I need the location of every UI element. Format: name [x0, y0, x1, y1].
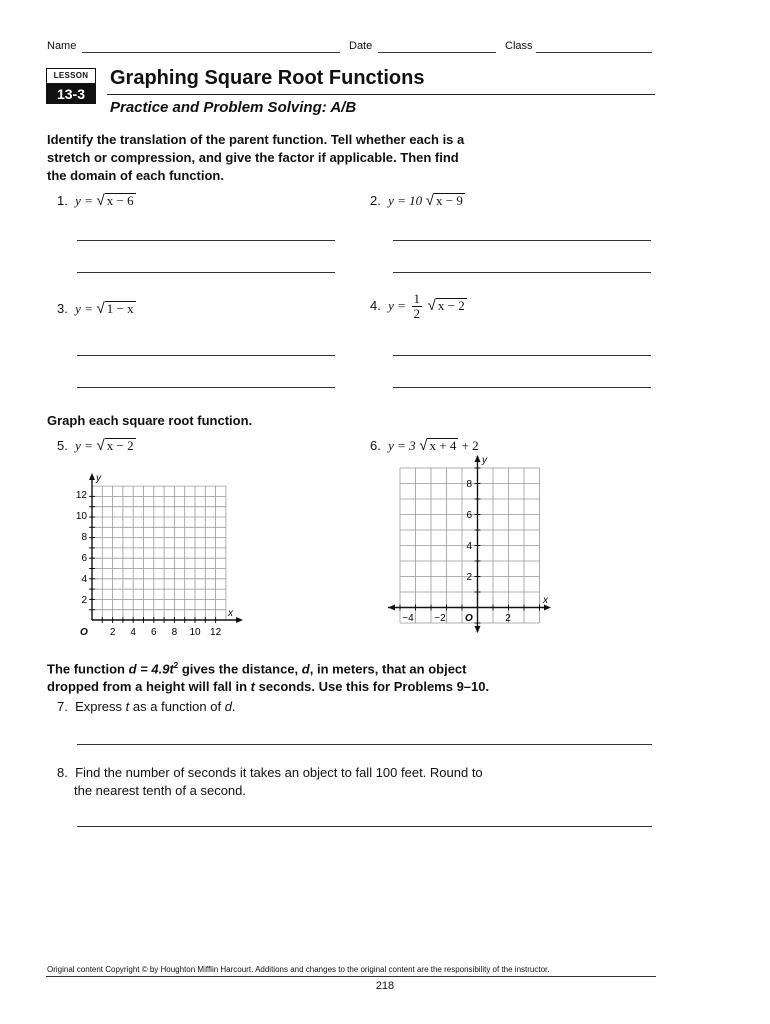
answer-line-1b[interactable] — [77, 272, 335, 273]
answer-line-7[interactable] — [77, 744, 652, 745]
problem-1: 1. y = √ x − 6 — [57, 192, 134, 209]
radicand: x − 2 — [437, 297, 465, 313]
y-axis-arrow-up — [475, 455, 481, 462]
answer-line-3b[interactable] — [77, 387, 335, 388]
x-tick-label: 6 — [151, 627, 157, 638]
copyright-notice: Original content Copyright © by Houghton Mifflin Harcourt. Additions and changes to the original content are the responsibility of the instructor. — [47, 965, 550, 974]
graph-6[interactable] — [386, 452, 552, 634]
x-tick-label: 8 — [171, 627, 178, 638]
radicand: x − 9 — [435, 193, 463, 208]
y-axis-arrow — [89, 473, 95, 480]
x-tick-label: 10 — [189, 627, 201, 638]
y-tick-label: 10 — [75, 511, 87, 522]
y-tick-label: 12 — [75, 490, 87, 501]
x-tick-label: 2 — [109, 627, 116, 638]
y-axis-label: y — [96, 473, 101, 484]
radicand: 1 − x — [106, 301, 134, 316]
grid — [92, 486, 226, 620]
x-axis-label: x — [228, 608, 233, 619]
lesson-number: 13-3 — [46, 84, 96, 104]
fraction: $\frac{1}{2}$ — [413, 291, 420, 321]
radicand: x − 2 — [106, 438, 134, 453]
radicand: x + 4 — [429, 438, 457, 453]
problem-4: 4. y = $\frac{1}{2}$ √ x − 2 — [370, 291, 465, 321]
x-tick-label: 12 — [210, 627, 222, 638]
origin-label: O — [465, 613, 473, 624]
answer-line-8[interactable] — [77, 826, 652, 827]
section2-instructions: Graph each square root function. — [47, 413, 253, 428]
x-tick-label: 4 — [130, 627, 136, 638]
answer-line-4a[interactable] — [393, 355, 651, 356]
y-tick-label: 2 — [466, 572, 472, 583]
x-axis-label: x — [543, 595, 548, 606]
x-tick-label: −2 — [434, 613, 446, 624]
answer-line-2a[interactable] — [393, 240, 651, 241]
date-label: Date — [349, 40, 373, 52]
problem-3: 3. y = √ 1 − x — [57, 300, 134, 317]
y-axis-arrow-down — [475, 626, 481, 633]
class-line[interactable] — [536, 52, 652, 53]
origin-label: O — [80, 627, 88, 638]
answer-line-2b[interactable] — [393, 272, 651, 273]
problem-5: 5. y = √ x − 2 — [57, 437, 134, 454]
page-number: 218 — [375, 980, 395, 992]
problem-8: 8. Find the number of seconds it takes an object to fall 100 feet. Round to the nearest tenth of a second. — [57, 765, 483, 798]
answer-line-3a[interactable] — [77, 355, 335, 356]
problem-7: 7. Express t as a function of d. — [57, 699, 236, 714]
x-tick-label: −4 — [402, 613, 414, 624]
y-tick-label: 8 — [81, 532, 87, 543]
lesson-label: LESSON — [46, 68, 96, 84]
class-label: Class — [505, 40, 533, 52]
name-line[interactable] — [82, 52, 340, 53]
footer-divider — [46, 976, 656, 977]
y-tick-label: 6 — [81, 553, 87, 564]
date-line[interactable] — [378, 52, 496, 53]
radicand: x − 6 — [106, 193, 134, 208]
page-title: Graphing Square Root Functions — [110, 67, 425, 89]
y-tick-label: 4 — [81, 574, 87, 585]
answer-line-1a[interactable] — [77, 240, 335, 241]
x-axis-arrow-left — [388, 605, 395, 611]
problem-2: 2. y = 10 √ x − 9 — [370, 192, 463, 209]
y-axis-label: y — [482, 455, 487, 466]
y-tick-label: 4 — [466, 541, 472, 552]
page-subtitle: Practice and Problem Solving: A/B — [110, 99, 357, 116]
name-label: Name — [47, 40, 77, 52]
section3-instructions: The function $d = 4.9t^2$ gives the distance, d, in meters, that an object dropped from a height will fall in t seconds. Use this for Problems 9–10. — [47, 661, 490, 695]
lesson-badge — [46, 68, 96, 104]
x-tick-label: 2 — [505, 613, 511, 624]
x-axis-arrow — [236, 617, 243, 623]
y-tick-label: 2 — [81, 595, 87, 606]
title-divider — [107, 94, 655, 95]
y-tick-label: 8 — [466, 479, 472, 490]
section1-instructions: Identify the translation of the parent function. Tell whether each is a stretch or compression, and give the factor if applicable. Then find the domain of each function. — [47, 132, 465, 183]
answer-line-4b[interactable] — [393, 387, 651, 388]
problem-6: 6. y = 3 √ x + 4 + 2 — [370, 437, 479, 454]
graph-5[interactable] — [70, 468, 250, 640]
y-tick-label: 6 — [466, 510, 472, 521]
